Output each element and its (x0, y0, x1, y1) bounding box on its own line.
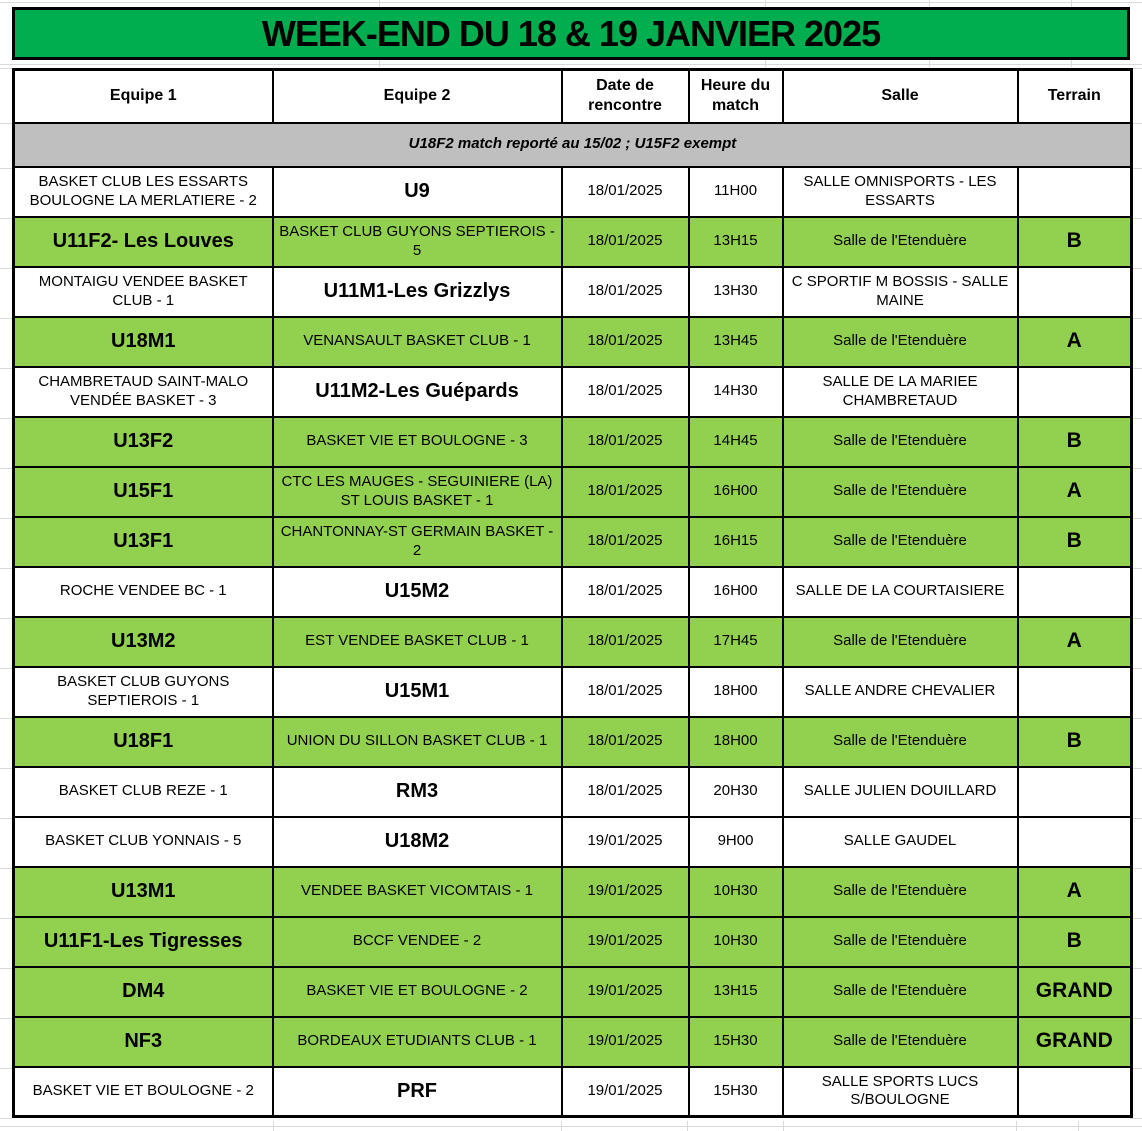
heure-cell: 16H00 (689, 567, 783, 617)
salle-cell: SALLE ANDRE CHEVALIER (783, 667, 1018, 717)
equipe1-cell: U15F1 (14, 467, 273, 517)
equipe2-cell: CHANTONNAY-ST GERMAIN BASKET - 2 (273, 517, 562, 567)
equipe2-cell: U11M2-Les Guépards (273, 367, 562, 417)
equipe2-cell: VENANSAULT BASKET CLUB - 1 (273, 317, 562, 367)
table-header (14, 70, 1132, 167)
notice-row (14, 123, 1132, 167)
equipe2-cell: BCCF VENDEE - 2 (273, 917, 562, 967)
table-row (14, 567, 1132, 617)
schedule-table (12, 68, 1133, 1118)
salle-cell: Salle de l'Etenduère (783, 517, 1018, 567)
terrain-cell: A (1018, 467, 1132, 517)
equipe2-cell: U15M2 (273, 567, 562, 617)
date-cell: 19/01/2025 (562, 867, 689, 917)
table-row (14, 317, 1132, 367)
salle-cell: SALLE GAUDEL (783, 817, 1018, 867)
terrain-cell (1018, 817, 1132, 867)
terrain-cell: B (1018, 517, 1132, 567)
salle-cell: Salle de l'Etenduère (783, 917, 1018, 967)
table-row (14, 967, 1132, 1017)
equipe2-cell: U15M1 (273, 667, 562, 717)
terrain-cell (1018, 667, 1132, 717)
equipe2-cell: PRF (273, 1067, 562, 1117)
table-row (14, 167, 1132, 217)
table-row (14, 1017, 1132, 1067)
date-cell: 19/01/2025 (562, 1067, 689, 1117)
equipe2-cell: BORDEAUX ETUDIANTS CLUB - 1 (273, 1017, 562, 1067)
heure-cell: 15H30 (689, 1017, 783, 1067)
salle-cell: SALLE JULIEN DOUILLARD (783, 767, 1018, 817)
equipe1-cell: DM4 (14, 967, 273, 1017)
terrain-cell: A (1018, 867, 1132, 917)
salle-cell: SALLE DE LA MARIEE CHAMBRETAUD (783, 367, 1018, 417)
table-row (14, 667, 1132, 717)
equipe2-cell: VENDEE BASKET VICOMTAIS - 1 (273, 867, 562, 917)
heure-cell: 17H45 (689, 617, 783, 667)
date-cell: 18/01/2025 (562, 267, 689, 317)
salle-cell: SALLE OMNISPORTS - LES ESSARTS (783, 167, 1018, 217)
salle-cell: Salle de l'Etenduère (783, 1017, 1018, 1067)
heure-cell: 16H15 (689, 517, 783, 567)
table-row (14, 517, 1132, 567)
heure-cell: 10H30 (689, 917, 783, 967)
table-row (14, 467, 1132, 517)
terrain-cell (1018, 267, 1132, 317)
equipe1-cell: ROCHE VENDEE BC - 1 (14, 567, 273, 617)
equipe2-cell: U18M2 (273, 817, 562, 867)
table-row (14, 917, 1132, 967)
heure-cell: 13H45 (689, 317, 783, 367)
equipe2-cell: U9 (273, 167, 562, 217)
table-row (14, 217, 1132, 267)
equipe1-cell: U11F2- Les Louves (14, 217, 273, 267)
table-row (14, 817, 1132, 867)
table-row (14, 1067, 1132, 1117)
equipe2-cell: U11M1-Les Grizzlys (273, 267, 562, 317)
date-cell: 18/01/2025 (562, 167, 689, 217)
header-date: Date de rencontre (562, 70, 689, 123)
equipe1-cell: U11F1-Les Tigresses (14, 917, 273, 967)
heure-cell: 15H30 (689, 1067, 783, 1117)
equipe1-cell: BASKET CLUB REZE - 1 (14, 767, 273, 817)
heure-cell: 14H30 (689, 367, 783, 417)
heure-cell: 13H15 (689, 217, 783, 267)
terrain-cell (1018, 367, 1132, 417)
heure-cell: 13H30 (689, 267, 783, 317)
salle-cell: SALLE DE LA COURTAISIERE (783, 567, 1018, 617)
terrain-cell: B (1018, 917, 1132, 967)
salle-cell: Salle de l'Etenduère (783, 417, 1018, 467)
date-cell: 18/01/2025 (562, 317, 689, 367)
date-cell: 19/01/2025 (562, 1017, 689, 1067)
heure-cell: 16H00 (689, 467, 783, 517)
terrain-cell (1018, 167, 1132, 217)
header-equipe1: Equipe 1 (14, 70, 273, 123)
date-cell: 18/01/2025 (562, 617, 689, 667)
equipe2-cell: RM3 (273, 767, 562, 817)
terrain-cell: B (1018, 417, 1132, 467)
terrain-cell (1018, 767, 1132, 817)
terrain-cell: A (1018, 317, 1132, 367)
equipe1-cell: U13F1 (14, 517, 273, 567)
terrain-cell: A (1018, 617, 1132, 667)
table-row (14, 717, 1132, 767)
equipe1-cell: BASKET CLUB GUYONS SEPTIEROIS - 1 (14, 667, 273, 717)
equipe1-cell: BASKET CLUB LES ESSARTS BOULOGNE LA MERLATIERE - 2 (14, 167, 273, 217)
equipe1-cell: BASKET CLUB YONNAIS - 5 (14, 817, 273, 867)
terrain-cell: B (1018, 217, 1132, 267)
equipe1-cell: U18F1 (14, 717, 273, 767)
terrain-cell: B (1018, 717, 1132, 767)
equipe1-cell: MONTAIGU VENDEE BASKET CLUB - 1 (14, 267, 273, 317)
header-terrain: Terrain (1018, 70, 1132, 123)
heure-cell: 11H00 (689, 167, 783, 217)
terrain-cell (1018, 567, 1132, 617)
table-row (14, 267, 1132, 317)
date-cell: 18/01/2025 (562, 467, 689, 517)
heure-cell: 18H00 (689, 667, 783, 717)
heure-cell: 13H15 (689, 967, 783, 1017)
terrain-cell: GRAND (1018, 1017, 1132, 1067)
equipe1-cell: U13M2 (14, 617, 273, 667)
schedule-rows (14, 167, 1132, 1117)
header-salle: Salle (783, 70, 1018, 123)
salle-cell: Salle de l'Etenduère (783, 867, 1018, 917)
header-heure: Heure du match (689, 70, 783, 123)
salle-cell: Salle de l'Etenduère (783, 467, 1018, 517)
table-row (14, 617, 1132, 667)
table-row (14, 417, 1132, 467)
salle-cell: Salle de l'Etenduère (783, 617, 1018, 667)
date-cell: 18/01/2025 (562, 367, 689, 417)
equipe2-cell: BASKET CLUB GUYONS SEPTIEROIS - 5 (273, 217, 562, 267)
salle-cell: Salle de l'Etenduère (783, 717, 1018, 767)
page-title: WEEK-END DU 18 & 19 JANVIER 2025 (261, 12, 881, 54)
equipe1-cell: U13M1 (14, 867, 273, 917)
date-cell: 18/01/2025 (562, 717, 689, 767)
heure-cell: 14H45 (689, 417, 783, 467)
equipe2-cell: EST VENDEE BASKET CLUB - 1 (273, 617, 562, 667)
date-cell: 18/01/2025 (562, 517, 689, 567)
notice-text: U18F2 match reporté au 15/02 ; U15F2 exempt (14, 123, 1132, 167)
date-cell: 19/01/2025 (562, 917, 689, 967)
date-cell: 18/01/2025 (562, 217, 689, 267)
salle-cell: Salle de l'Etenduère (783, 317, 1018, 367)
salle-cell: Salle de l'Etenduère (783, 217, 1018, 267)
date-cell: 19/01/2025 (562, 967, 689, 1017)
date-cell: 18/01/2025 (562, 767, 689, 817)
heure-cell: 18H00 (689, 717, 783, 767)
date-cell: 18/01/2025 (562, 667, 689, 717)
equipe1-cell: BASKET VIE ET BOULOGNE - 2 (14, 1067, 273, 1117)
date-cell: 18/01/2025 (562, 567, 689, 617)
equipe2-cell: CTC LES MAUGES - SEGUINIERE (LA) ST LOUIS BASKET - 1 (273, 467, 562, 517)
date-cell: 18/01/2025 (562, 417, 689, 467)
equipe2-cell: UNION DU SILLON BASKET CLUB - 1 (273, 717, 562, 767)
terrain-cell: GRAND (1018, 967, 1132, 1017)
salle-cell: Salle de l'Etenduère (783, 967, 1018, 1017)
table-row (14, 867, 1132, 917)
terrain-cell (1018, 1067, 1132, 1117)
salle-cell: C SPORTIF M BOSSIS - SALLE MAINE (783, 267, 1018, 317)
salle-cell: SALLE SPORTS LUCS S/BOULOGNE (783, 1067, 1018, 1117)
equipe2-cell: BASKET VIE ET BOULOGNE - 2 (273, 967, 562, 1017)
table-row (14, 367, 1132, 417)
equipe1-cell: NF3 (14, 1017, 273, 1067)
equipe1-cell: U18M1 (14, 317, 273, 367)
title-banner (12, 7, 1130, 60)
equipe2-cell: BASKET VIE ET BOULOGNE - 3 (273, 417, 562, 467)
header-row (14, 70, 1132, 123)
date-cell: 19/01/2025 (562, 817, 689, 867)
heure-cell: 9H00 (689, 817, 783, 867)
equipe1-cell: CHAMBRETAUD SAINT-MALO VENDÉE BASKET - 3 (14, 367, 273, 417)
equipe1-cell: U13F2 (14, 417, 273, 467)
heure-cell: 10H30 (689, 867, 783, 917)
table-row (14, 767, 1132, 817)
heure-cell: 20H30 (689, 767, 783, 817)
header-equipe2: Equipe 2 (273, 70, 562, 123)
